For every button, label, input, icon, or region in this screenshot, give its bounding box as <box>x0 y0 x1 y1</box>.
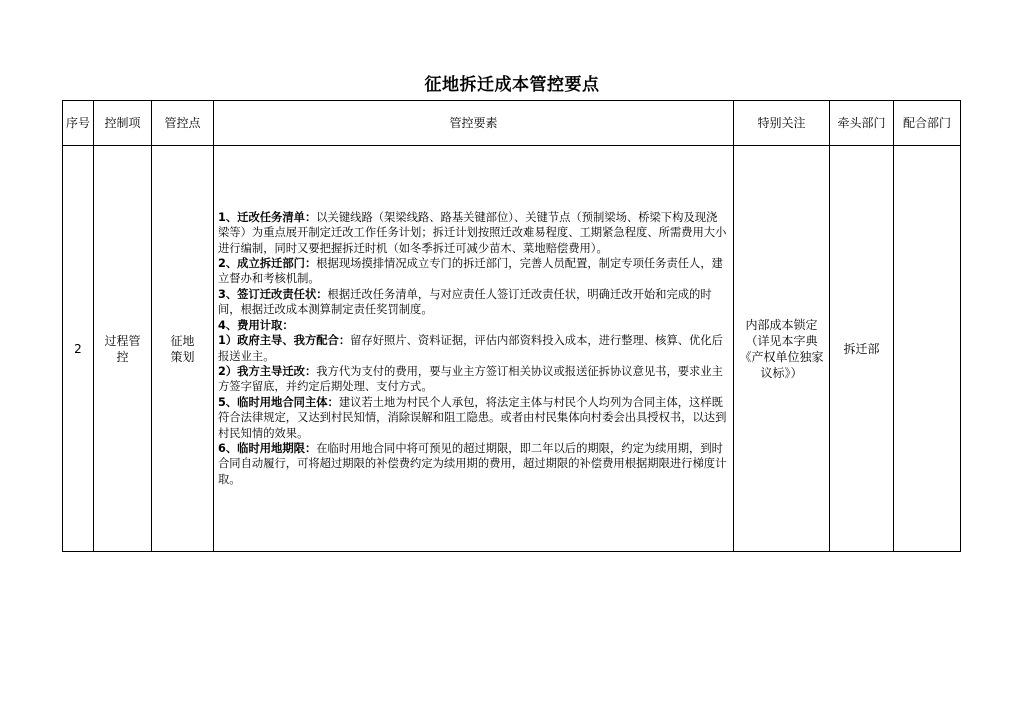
element-item <box>218 287 727 318</box>
element-text: 以关键线路（架梁线路、路基关键部位）、关键节点（预制梁场、桥梁下构及现浇梁等）为重点展开制定迁改工作任务计划；拆迁计划按照迁改难易程度、工期紧急程度、所需费用大小进行编制，同时又要把握拆迁时机（如冬季拆迁可减少苗木、菜地赔偿费用）。 <box>218 210 727 255</box>
table-row <box>63 146 961 552</box>
cell-support-dept <box>894 146 961 552</box>
element-heading: 1、迁改任务清单： <box>218 210 317 224</box>
element-text: 在临时用地合同中将可预见的超过期限，即二年以后的期限，约定为续用期，到时合同自动履行，可将超过期限的补偿费约定为续用期的费用，超过期限的补偿费用根据期限进行梯度计取。 <box>218 441 727 486</box>
element-item <box>218 256 727 287</box>
element-item <box>218 318 727 333</box>
element-heading: 3、签订迁改责任状： <box>218 287 328 301</box>
element-text: 根据现场摸排情况成立专门的拆迁部门，完善人员配置，制定专项任务责任人，建立督办和考核机制。 <box>218 257 723 286</box>
cell-special-attention: 内部成本锁定（详见本字典《产权单位独家议标》） <box>734 146 830 552</box>
cell-lead-dept: 拆迁部 <box>830 146 894 552</box>
cell-seq: 2 <box>63 146 94 552</box>
header-support-dept: 配合部门 <box>894 101 961 146</box>
element-heading: 6、临时用地期限： <box>218 441 317 455</box>
element-text: 我方代为支付的费用，要与业主方签订相关协议或报送征拆协议意见书，要求业主方签字留底，并约定后期处理、支付方式。 <box>218 364 723 394</box>
element-text: 建议若土地为村民个人承包，将法定主体与村民个人均列为合同主体，这样既符合法律规定，又达到村民知情，消除误解和阻工隐患。或者由村民集体向村委会出具授权书，以达到村民知情的效果。 <box>218 395 727 440</box>
header-control-point: 管控点 <box>152 101 214 146</box>
element-item <box>218 395 727 441</box>
header-lead-dept: 牵头部门 <box>830 101 894 146</box>
element-heading: 5、临时用地合同主体： <box>218 395 339 409</box>
cell-control-item: 过程管控 <box>94 146 152 552</box>
header-special-attention: 特别关注 <box>734 101 830 146</box>
element-item <box>218 210 727 256</box>
element-item <box>218 364 727 395</box>
element-item <box>218 441 727 487</box>
cell-elements <box>214 146 734 552</box>
header-control-item: 控制项 <box>94 101 152 146</box>
element-heading: 4、费用计取： <box>218 318 294 332</box>
element-item <box>218 333 727 364</box>
element-heading: 2）我方主导迁改： <box>218 364 317 378</box>
table-header-row <box>63 101 961 146</box>
header-elements: 管控要素 <box>214 101 734 146</box>
element-text: 根据迁改任务清单，与对应责任人签订迁改责任状，明确迁改开始和完成的时间，根据迁改成本测算制定责任奖罚制度。 <box>218 287 712 317</box>
cell-control-point: 征地策划 <box>152 146 214 552</box>
element-text: 留存好照片、资料证据，评估内部资料投入成本，进行整理、核算、优化后报送业主。 <box>218 334 723 363</box>
header-seq: 序号 <box>63 101 94 146</box>
element-heading: 2、成立拆迁部门： <box>218 257 317 271</box>
element-heading: 1）政府主导、我方配合： <box>218 334 351 348</box>
page-title: 征地拆迁成本管控要点 <box>424 75 600 95</box>
control-points-table <box>62 100 961 552</box>
